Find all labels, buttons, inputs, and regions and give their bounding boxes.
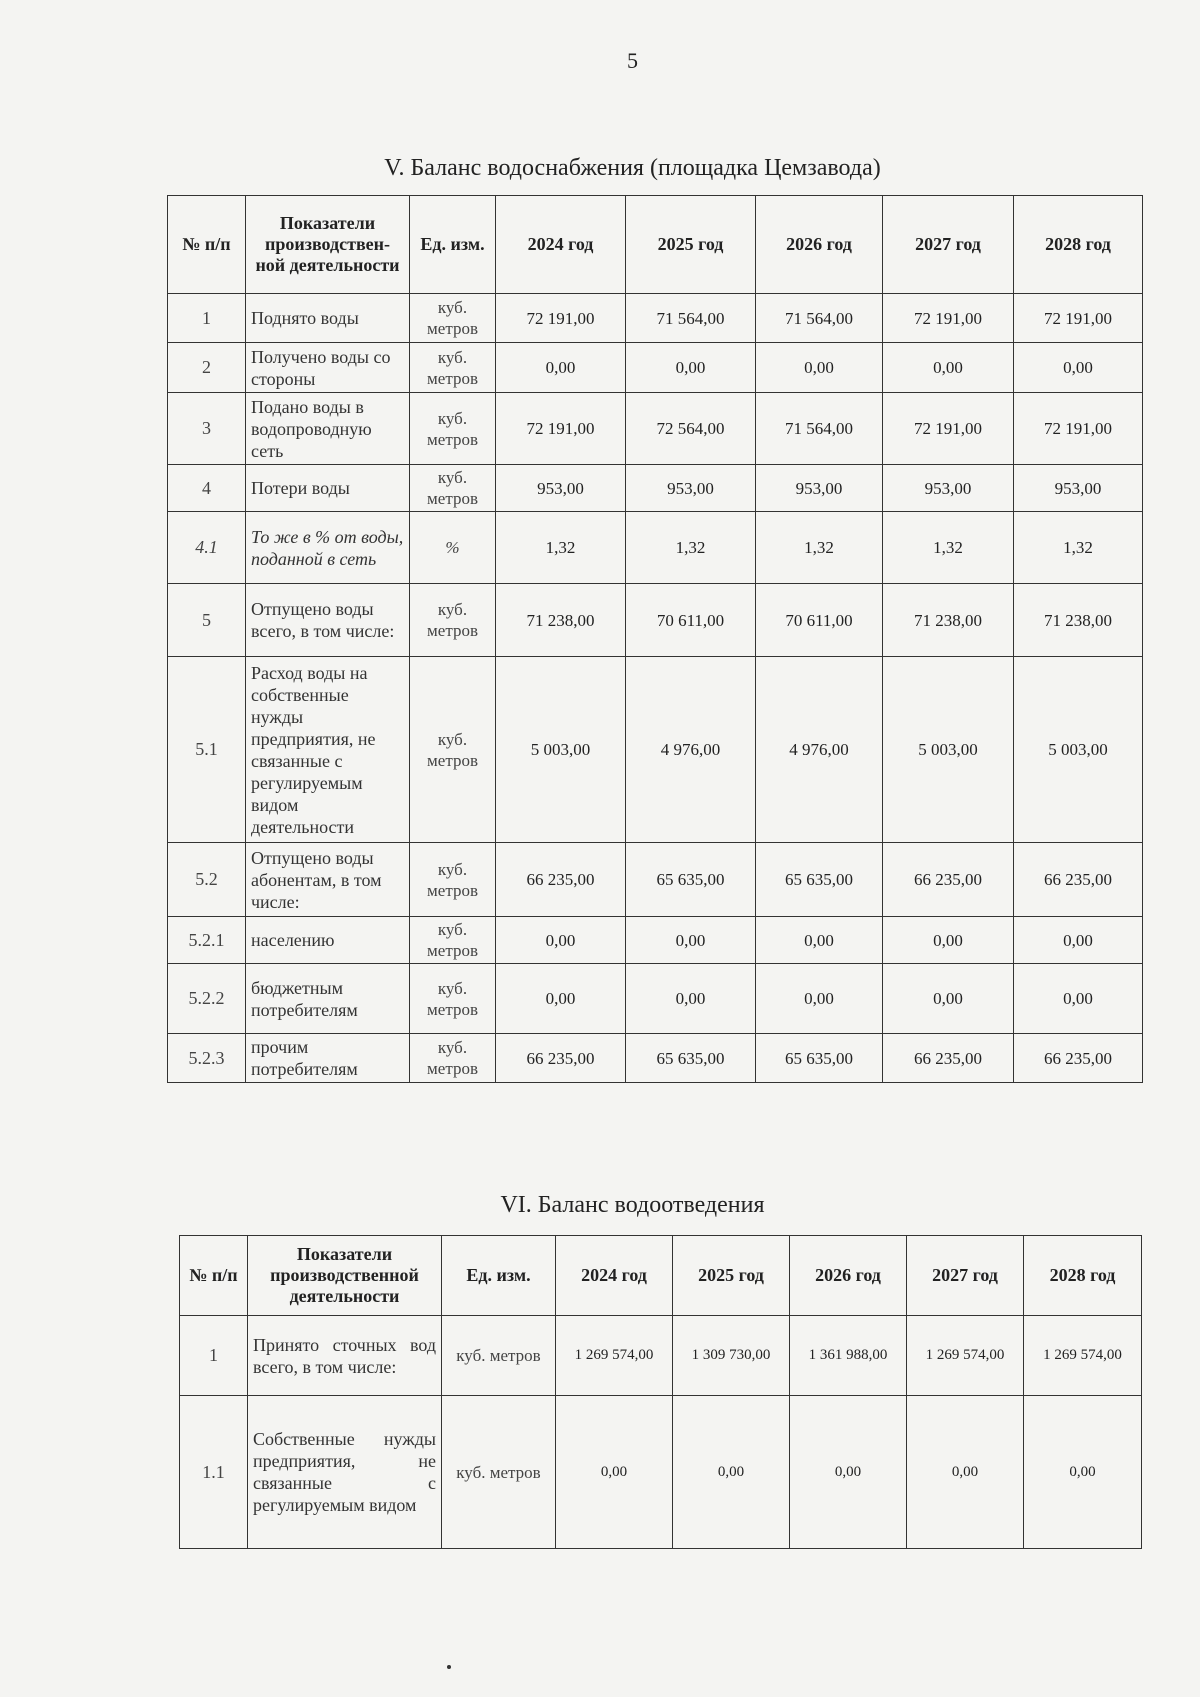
value-cell: 1 309 730,00 xyxy=(673,1316,790,1396)
value-cell: 1,32 xyxy=(626,512,756,584)
value-cell: 72 191,00 xyxy=(883,294,1014,343)
value-cell: 66 235,00 xyxy=(496,1034,626,1083)
unit-cell: % xyxy=(410,512,496,584)
value-cell: 1 269 574,00 xyxy=(556,1316,673,1396)
value-cell: 72 191,00 xyxy=(1014,294,1143,343)
table-row xyxy=(180,1396,1142,1549)
unit-cell: куб. метров xyxy=(410,964,496,1034)
header-cell: Показатели производствен-ной деятельности xyxy=(246,196,410,294)
indicator-name: Отпущено воды абонентам, в том числе: xyxy=(246,843,410,917)
indicator-name: Расход воды на собственные нужды предприятия, не связанные с регулируемым видом деятельности xyxy=(246,657,410,843)
header-cell: 2025 год xyxy=(626,196,756,294)
value-cell: 66 235,00 xyxy=(1014,843,1143,917)
value-cell: 1,32 xyxy=(883,512,1014,584)
header-cell: 2026 год xyxy=(790,1236,907,1316)
value-cell: 953,00 xyxy=(626,465,756,512)
indicator-name: Принято сточных вод всего, в том числе: xyxy=(248,1316,442,1396)
table-row xyxy=(168,393,1143,465)
value-cell: 65 635,00 xyxy=(756,843,883,917)
table-row xyxy=(168,964,1143,1034)
unit-cell: куб. метров xyxy=(410,917,496,964)
value-cell: 0,00 xyxy=(496,964,626,1034)
unit-cell: куб. метров xyxy=(442,1396,556,1549)
unit-cell: куб. метров xyxy=(410,657,496,843)
indicator-name: Поднято воды xyxy=(246,294,410,343)
table-row xyxy=(180,1316,1142,1396)
value-cell: 1 361 988,00 xyxy=(790,1316,907,1396)
indicator-name: То же в % от воды, поданной в сеть xyxy=(246,512,410,584)
unit-cell: куб. метров xyxy=(410,465,496,512)
value-cell: 0,00 xyxy=(1014,964,1143,1034)
indicator-name: Отпущено воды всего, в том числе: xyxy=(246,584,410,657)
unit-cell: куб. метров xyxy=(442,1316,556,1396)
unit-cell: куб. метров xyxy=(410,294,496,343)
table-row xyxy=(168,512,1143,584)
value-cell: 5 003,00 xyxy=(1014,657,1143,843)
value-cell: 71 238,00 xyxy=(883,584,1014,657)
value-cell: 0,00 xyxy=(756,917,883,964)
value-cell: 1,32 xyxy=(496,512,626,584)
table-row xyxy=(168,465,1143,512)
value-cell: 72 191,00 xyxy=(883,393,1014,465)
header-cell: Ед. изм. xyxy=(442,1236,556,1316)
indicator-name: Получено воды со стороны xyxy=(246,343,410,393)
value-cell: 953,00 xyxy=(496,465,626,512)
value-cell: 1,32 xyxy=(1014,512,1143,584)
value-cell: 0,00 xyxy=(1024,1396,1142,1549)
value-cell: 66 235,00 xyxy=(883,843,1014,917)
unit-cell: куб. метров xyxy=(410,343,496,393)
value-cell: 0,00 xyxy=(626,964,756,1034)
row-number: 1 xyxy=(168,294,246,343)
value-cell: 4 976,00 xyxy=(626,657,756,843)
unit-cell: куб. метров xyxy=(410,584,496,657)
header-cell: 2024 год xyxy=(556,1236,673,1316)
value-cell: 0,00 xyxy=(883,964,1014,1034)
value-cell: 72 564,00 xyxy=(626,393,756,465)
value-cell: 66 235,00 xyxy=(1014,1034,1143,1083)
row-number: 5.2.2 xyxy=(168,964,246,1034)
row-number: 1 xyxy=(180,1316,248,1396)
value-cell: 0,00 xyxy=(496,917,626,964)
value-cell: 71 238,00 xyxy=(1014,584,1143,657)
value-cell: 71 238,00 xyxy=(496,584,626,657)
value-cell: 70 611,00 xyxy=(626,584,756,657)
row-number: 5.2.3 xyxy=(168,1034,246,1083)
value-cell: 71 564,00 xyxy=(756,393,883,465)
value-cell: 72 191,00 xyxy=(496,294,626,343)
table-row xyxy=(168,294,1143,343)
value-cell: 5 003,00 xyxy=(883,657,1014,843)
row-number: 5.2 xyxy=(168,843,246,917)
value-cell: 1 269 574,00 xyxy=(1024,1316,1142,1396)
header-cell: Показатели производственной деятельности xyxy=(248,1236,442,1316)
row-number: 2 xyxy=(168,343,246,393)
value-cell: 66 235,00 xyxy=(883,1034,1014,1083)
indicator-name: Подано воды в водопроводную сеть xyxy=(246,393,410,465)
table-row xyxy=(168,917,1143,964)
header-cell: 2027 год xyxy=(883,196,1014,294)
value-cell: 953,00 xyxy=(883,465,1014,512)
value-cell: 0,00 xyxy=(626,343,756,393)
header-cell: 2027 год xyxy=(907,1236,1024,1316)
unit-cell: куб. метров xyxy=(410,843,496,917)
value-cell: 4 976,00 xyxy=(756,657,883,843)
value-cell: 0,00 xyxy=(907,1396,1024,1549)
table-header-row xyxy=(180,1236,1142,1316)
header-cell: Ед. изм. xyxy=(410,196,496,294)
value-cell: 71 564,00 xyxy=(626,294,756,343)
value-cell: 5 003,00 xyxy=(496,657,626,843)
value-cell: 0,00 xyxy=(790,1396,907,1549)
value-cell: 72 191,00 xyxy=(1014,393,1143,465)
header-cell: 2028 год xyxy=(1014,196,1143,294)
value-cell: 66 235,00 xyxy=(496,843,626,917)
value-cell: 953,00 xyxy=(756,465,883,512)
unit-cell: куб. метров xyxy=(410,393,496,465)
row-number: 5.2.1 xyxy=(168,917,246,964)
water-supply-balance-title: V. Баланс водоснабжения (площадка Цемзавода) xyxy=(384,155,881,181)
value-cell: 0,00 xyxy=(556,1396,673,1549)
value-cell: 0,00 xyxy=(756,343,883,393)
table-row xyxy=(168,584,1143,657)
value-cell: 0,00 xyxy=(1014,343,1143,393)
table-header-row xyxy=(168,196,1143,294)
scan-dot xyxy=(447,1665,451,1669)
value-cell: 65 635,00 xyxy=(626,1034,756,1083)
table-row xyxy=(168,343,1143,393)
water-supply-balance-table xyxy=(167,195,1143,1083)
row-number: 4 xyxy=(168,465,246,512)
value-cell: 0,00 xyxy=(496,343,626,393)
row-number: 5.1 xyxy=(168,657,246,843)
value-cell: 71 564,00 xyxy=(756,294,883,343)
header-cell: 2024 год xyxy=(496,196,626,294)
row-number: 4.1 xyxy=(168,512,246,584)
value-cell: 72 191,00 xyxy=(496,393,626,465)
value-cell: 0,00 xyxy=(626,917,756,964)
indicator-name: населению xyxy=(246,917,410,964)
indicator-name: Потери воды xyxy=(246,465,410,512)
water-disposal-balance-table xyxy=(179,1235,1142,1549)
value-cell: 70 611,00 xyxy=(756,584,883,657)
table-row xyxy=(168,1034,1143,1083)
header-cell: № п/п xyxy=(180,1236,248,1316)
value-cell: 0,00 xyxy=(1014,917,1143,964)
indicator-name: бюджетным потребителям xyxy=(246,964,410,1034)
value-cell: 1 269 574,00 xyxy=(907,1316,1024,1396)
row-number: 5 xyxy=(168,584,246,657)
value-cell: 1,32 xyxy=(756,512,883,584)
value-cell: 65 635,00 xyxy=(626,843,756,917)
header-cell: 2028 год xyxy=(1024,1236,1142,1316)
value-cell: 953,00 xyxy=(1014,465,1143,512)
table-row xyxy=(168,657,1143,843)
unit-cell: куб. метров xyxy=(410,1034,496,1083)
page-number: 5 xyxy=(627,48,638,73)
row-number: 1.1 xyxy=(180,1396,248,1549)
value-cell: 0,00 xyxy=(883,917,1014,964)
table-row xyxy=(168,843,1143,917)
header-cell: 2025 год xyxy=(673,1236,790,1316)
indicator-name: прочим потребителям xyxy=(246,1034,410,1083)
value-cell: 0,00 xyxy=(756,964,883,1034)
value-cell: 65 635,00 xyxy=(756,1034,883,1083)
header-cell: № п/п xyxy=(168,196,246,294)
water-disposal-balance-title: VI. Баланс водоотведения xyxy=(500,1192,765,1218)
value-cell: 0,00 xyxy=(883,343,1014,393)
indicator-name: Собственные нужды предприятия, не связанные с регулируемым видом xyxy=(248,1396,442,1549)
header-cell: 2026 год xyxy=(756,196,883,294)
value-cell: 0,00 xyxy=(673,1396,790,1549)
row-number: 3 xyxy=(168,393,246,465)
